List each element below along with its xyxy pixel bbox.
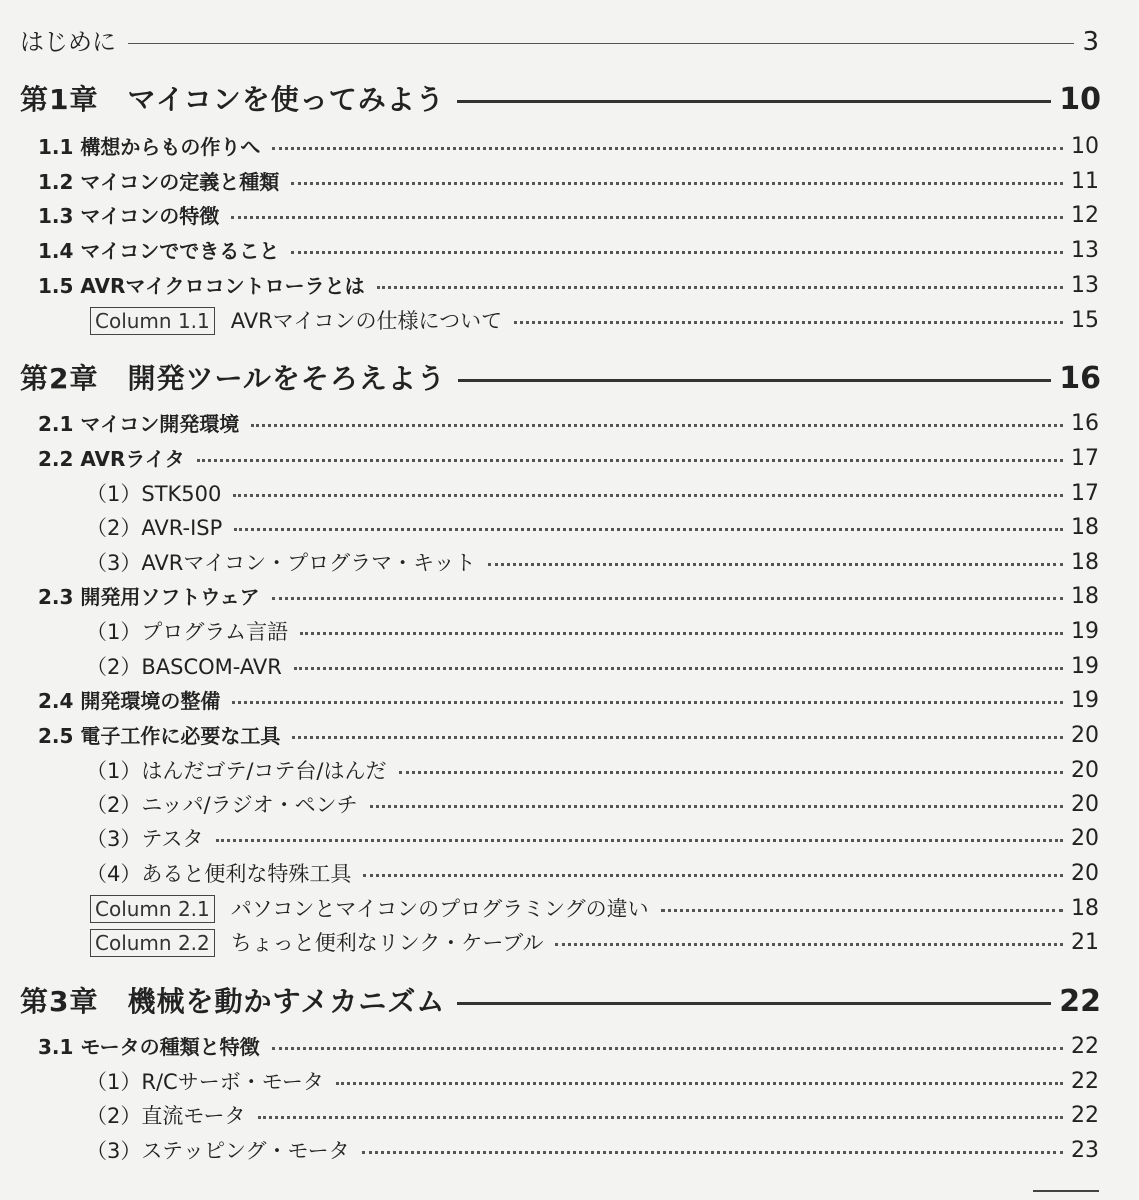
- toc-page-number: 3: [1082, 27, 1099, 57]
- toc-entry-row[interactable]: [0, 580, 1139, 614]
- toc-leader: [216, 839, 1063, 842]
- toc-page-number: 18: [1071, 550, 1099, 575]
- toc-page-number: 22: [1071, 1034, 1099, 1059]
- toc-page-number: 21: [1071, 930, 1099, 955]
- toc-entry-row[interactable]: [0, 1065, 1139, 1099]
- toc-page-number: 18: [1071, 584, 1099, 609]
- toc-entry-label: 第2章 開発ツールをそろえよう: [20, 362, 446, 395]
- toc-entry-row[interactable]: [0, 407, 1139, 441]
- toc-page-number: 19: [1071, 619, 1099, 644]
- toc-entry-label: （2）直流モータ: [86, 1104, 246, 1128]
- toc-page-number: 15: [1071, 308, 1099, 333]
- toc-leader: [457, 1002, 1051, 1005]
- toc-entry-label: 第1章 マイコンを使ってみよう: [20, 83, 445, 116]
- toc-leader: [233, 494, 1063, 497]
- toc-entry-label: はじめに: [20, 28, 116, 56]
- column-tag: Column 2.2: [90, 929, 215, 957]
- toc-entry-row[interactable]: [0, 269, 1139, 303]
- toc-entry-label: 1.4 マイコンでできること: [38, 239, 280, 263]
- toc-leader: [661, 909, 1063, 912]
- toc-page-number: 19: [1071, 688, 1099, 713]
- toc-entry-label: [90, 304, 502, 338]
- toc-page-number: 16: [1071, 411, 1099, 436]
- toc-page-number: 20: [1071, 758, 1099, 783]
- toc-entry-label: 2.2 AVRライタ: [38, 447, 185, 471]
- toc-page-number: 22: [1071, 1103, 1099, 1128]
- toc-entry-label: 2.1 マイコン開発環境: [38, 412, 240, 436]
- toc-column-row[interactable]: [0, 892, 1139, 926]
- toc-leader: [514, 321, 1063, 324]
- toc-entry-row[interactable]: [0, 130, 1139, 164]
- toc-entry-label: 2.5 電子工作に必要な工具: [38, 724, 281, 748]
- toc-entry-label: 2.3 開発用ソフトウェア: [38, 585, 260, 609]
- toc-leader: [294, 667, 1063, 670]
- toc-entry-label: （1）STK500: [86, 482, 222, 506]
- toc-entry-label: [90, 892, 649, 926]
- toc-page-number: 23: [1071, 1138, 1099, 1163]
- toc-page-number: 17: [1071, 446, 1099, 471]
- toc-entry-row[interactable]: [0, 650, 1139, 684]
- toc-page-number: 10: [1059, 82, 1101, 117]
- toc-entry-label: 第3章 機械を動かすメカニズム: [20, 985, 446, 1018]
- toc-entry-label: （2）AVR-ISP: [86, 516, 223, 540]
- toc-page-number: 20: [1071, 861, 1099, 886]
- toc-entry-label: （1）プログラム言語: [86, 620, 289, 644]
- toc-leader: [272, 1047, 1063, 1050]
- toc-leader: [336, 1082, 1063, 1085]
- toc-entry-row[interactable]: [0, 684, 1139, 718]
- toc-page-number: 16: [1059, 361, 1101, 396]
- toc-leader: [457, 100, 1051, 103]
- toc-entry-label: （2）BASCOM-AVR: [86, 655, 282, 679]
- column-tag: Column 1.1: [90, 307, 215, 335]
- column-title: AVRマイコンの仕様について: [230, 309, 503, 333]
- toc-entry-label: （3）AVRマイコン・プログラマ・キット: [86, 551, 476, 575]
- toc-entry-row[interactable]: [0, 477, 1139, 511]
- toc-leader: [399, 771, 1063, 774]
- toc-leader: [362, 1151, 1063, 1154]
- toc-entry-row[interactable]: [0, 857, 1139, 891]
- toc-leader: [363, 874, 1063, 877]
- toc-entry-row[interactable]: [0, 615, 1139, 649]
- toc-entry-row[interactable]: [0, 719, 1139, 753]
- toc-page-number: 18: [1071, 515, 1099, 540]
- toc-entry-label: [90, 926, 543, 960]
- toc-page-number: 22: [1071, 1069, 1099, 1094]
- toc-entry-label: 1.2 マイコンの定義と種類: [38, 170, 280, 194]
- toc-entry-row[interactable]: [0, 1030, 1139, 1064]
- toc-chapter-row[interactable]: [0, 83, 1139, 117]
- toc-entry-label: 1.1 構想からもの作りへ: [38, 135, 261, 159]
- toc-entry-label: （2）ニッパ/ラジオ・ペンチ: [86, 793, 358, 817]
- toc-entry-label: （3）テスタ: [86, 827, 204, 851]
- toc-leader: [232, 701, 1063, 704]
- toc-entry-row[interactable]: [0, 234, 1139, 268]
- toc-entry-label: 1.3 マイコンの特徴: [38, 204, 220, 228]
- toc-entry-label: 2.4 開発環境の整備: [38, 689, 221, 713]
- toc-leader: [272, 597, 1063, 600]
- toc-leader: [300, 632, 1063, 635]
- toc-entry-row[interactable]: [0, 1099, 1139, 1133]
- toc-leader: [555, 943, 1063, 946]
- toc-page-number: 12: [1071, 203, 1099, 228]
- toc-entry-label: 3.1 モータの種類と特徴: [38, 1035, 260, 1059]
- toc-entry-label: （1）R/Cサーボ・モータ: [86, 1070, 324, 1094]
- toc-leader: [458, 379, 1051, 382]
- toc-page-number: 20: [1071, 826, 1099, 851]
- toc-entry-label: （4）あると便利な特殊工具: [86, 862, 352, 886]
- toc-page-number: 13: [1071, 273, 1099, 298]
- toc-entry-label: 1.5 AVRマイクロコントローラとは: [38, 274, 365, 298]
- toc-leader: [258, 1116, 1063, 1119]
- toc-entry-row[interactable]: [0, 754, 1139, 788]
- toc-entry-row[interactable]: [0, 822, 1139, 856]
- toc-page-number: 17: [1071, 481, 1099, 506]
- toc-leader: [231, 216, 1063, 219]
- toc-leader: [251, 424, 1063, 427]
- toc-leader: [197, 459, 1063, 462]
- toc-entry-row[interactable]: [0, 442, 1139, 476]
- toc-chapter-row[interactable]: [0, 362, 1139, 396]
- toc-leader: [377, 286, 1063, 289]
- column-tag: Column 2.1: [90, 895, 215, 923]
- toc-page-number: 19: [1071, 654, 1099, 679]
- toc-entry-label: （1）はんだゴテ/コテ台/はんだ: [86, 759, 387, 783]
- toc-leader: [291, 182, 1063, 185]
- toc-leader: [291, 251, 1063, 254]
- toc-column-row[interactable]: [0, 926, 1139, 960]
- toc-column-row[interactable]: [0, 304, 1139, 338]
- toc-leader: [292, 736, 1063, 739]
- toc-chapter-row[interactable]: [0, 985, 1139, 1019]
- toc-leader: [272, 147, 1063, 150]
- toc-entry-row[interactable]: [0, 199, 1139, 233]
- toc-entry-row[interactable]: [0, 165, 1139, 199]
- toc-page-number: 20: [1071, 792, 1099, 817]
- toc-entry-label: （3）ステッピング・モータ: [86, 1139, 350, 1163]
- toc-entry-row[interactable]: [0, 1134, 1139, 1168]
- column-title: パソコンとマイコンのプログラミングの違い: [230, 897, 649, 921]
- toc-entry-row[interactable]: [0, 25, 1139, 59]
- toc-entry-row[interactable]: [0, 511, 1139, 545]
- toc-page-number: 10: [1071, 134, 1099, 159]
- footer-rule: [1033, 1190, 1099, 1192]
- toc-page-number: 18: [1071, 896, 1099, 921]
- column-title: ちょっと便利なリンク・ケーブル: [230, 931, 544, 955]
- toc-leader: [488, 563, 1063, 566]
- toc-page-number: 13: [1071, 238, 1099, 263]
- toc-entry-row[interactable]: [0, 546, 1139, 580]
- toc-page-number: 20: [1071, 723, 1099, 748]
- toc-page-number: 22: [1059, 984, 1101, 1019]
- toc-leader: [128, 43, 1074, 44]
- toc-leader: [370, 805, 1063, 808]
- toc-leader: [234, 528, 1063, 531]
- toc-entry-row[interactable]: [0, 788, 1139, 822]
- toc-page-number: 11: [1071, 169, 1099, 194]
